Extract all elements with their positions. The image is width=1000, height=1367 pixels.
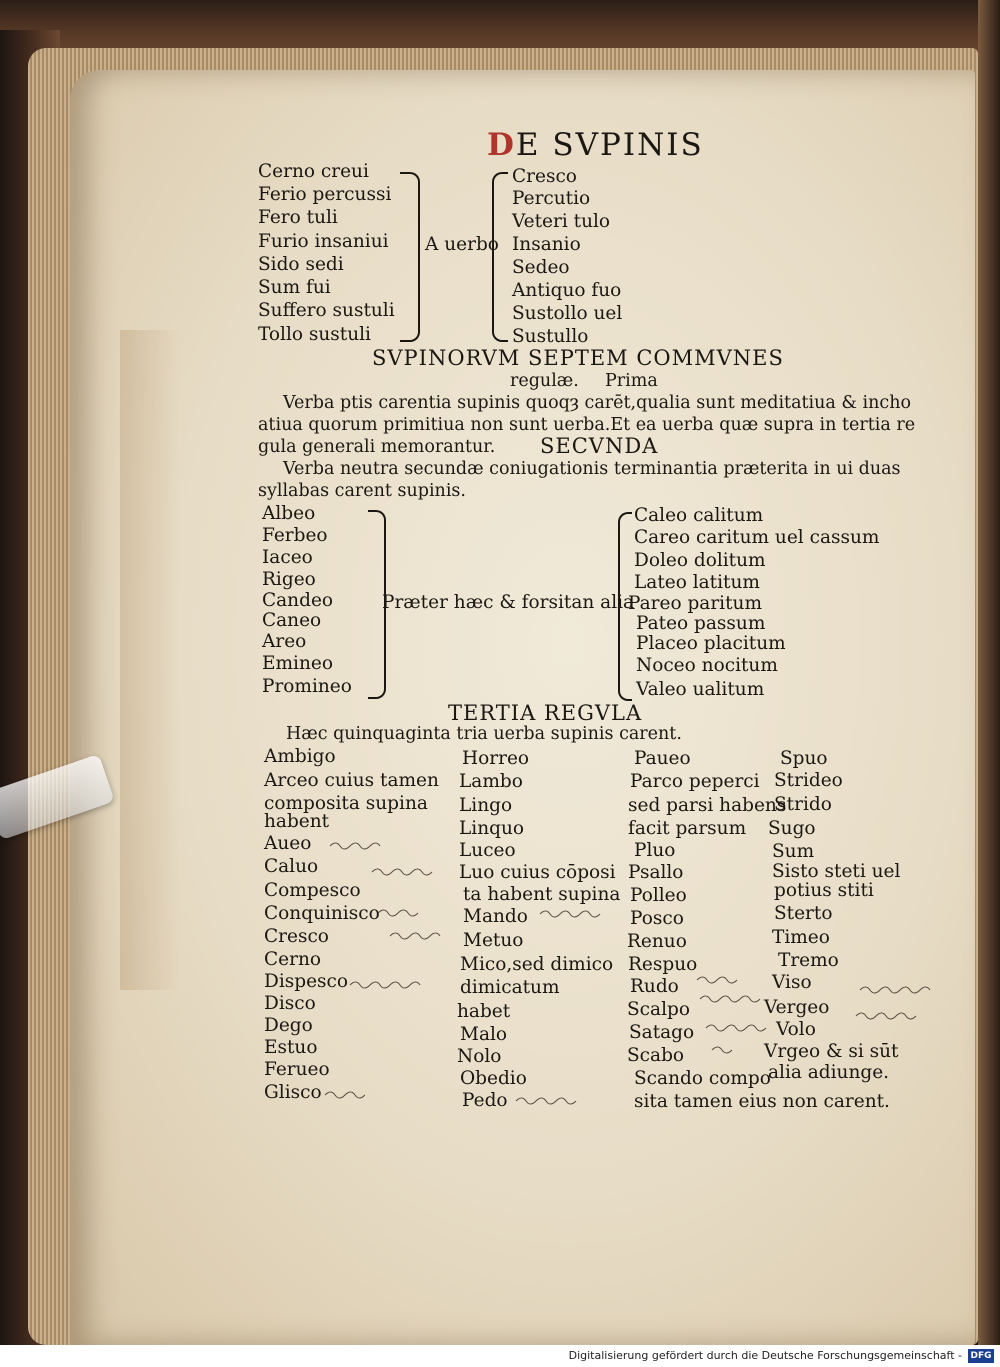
b2-left-0: Albeo: [262, 503, 316, 524]
b1-right-6: Sustollo uel: [512, 303, 623, 324]
b1-left-6: Suffero sustuli: [258, 300, 395, 321]
t2-3: Linquo: [459, 818, 525, 839]
t2-9: Mico,sed dimico: [460, 954, 614, 975]
t3-15: sita tamen eius non carent.: [634, 1091, 890, 1112]
t2-6: ta habent supina: [463, 884, 621, 905]
t1-6: Compesco: [264, 880, 361, 901]
dfg-logo-icon: DFG: [968, 1349, 994, 1363]
b1-right-5: Antiquo fuo: [512, 280, 622, 301]
t1-15: Glisco: [264, 1082, 322, 1103]
b1-right-7: Sustullo: [512, 326, 589, 347]
t1-0: Ambigo: [264, 746, 336, 767]
prima-line-2: gula generali memorantur.: [258, 437, 496, 457]
b2-right-6: Placeo placitum: [636, 633, 786, 654]
t4-11: Vergeo: [764, 997, 830, 1018]
t4-13: Vrgeo & si sūt: [764, 1041, 899, 1062]
t1-7: Conquinisco: [264, 903, 380, 924]
tertia-heading: TERTIA REGVLA: [448, 701, 643, 725]
t4-9: Tremo: [778, 950, 839, 971]
section-sub: regulæ.: [510, 371, 579, 391]
t3-0: Paueo: [634, 748, 691, 769]
prima-line-1: atiua quorum primitiua non sunt uerba.Et ea uerba quæ supra in tertia re: [258, 415, 916, 435]
b1-right-0: Cresco: [512, 166, 577, 187]
t3-8: Renuo: [627, 931, 687, 952]
t4-3: Sugo: [768, 818, 816, 839]
b1-right-1: Percutio: [512, 188, 591, 209]
t1-14: Ferueo: [264, 1059, 330, 1080]
t4-2: Strido: [774, 794, 832, 815]
b1-right-2: Veteri tulo: [512, 211, 611, 232]
t2-12: Malo: [460, 1024, 508, 1045]
t3-11: Scalpo: [627, 999, 690, 1020]
b2-left-5: Caneo: [262, 610, 322, 631]
b2-left-7: Emineo: [262, 653, 333, 674]
handwriting-mark: [856, 1013, 916, 1019]
section-heading: SVPINORVM SEPTEM COMMVNES: [372, 346, 784, 370]
t3-3: facit parsum: [628, 818, 747, 839]
b2-right-1: Careo caritum uel cassum: [634, 527, 880, 548]
handwriting-mark: [330, 843, 380, 849]
secunda-label: SECVNDA: [540, 434, 659, 458]
b1-left-4: Sido sedi: [258, 254, 344, 275]
b2-right-8: Valeo ualitum: [636, 679, 765, 700]
handwriting-mark: [378, 910, 418, 916]
b2-left-1: Ferbeo: [262, 525, 328, 546]
t3-6: Polleo: [630, 885, 687, 906]
b1-left-2: Fero tuli: [258, 207, 338, 228]
handwriting-mark: [712, 1047, 732, 1053]
handwriting-mark: [860, 987, 930, 993]
t1-2: composita supina: [264, 793, 428, 814]
handwriting-mark: [350, 982, 420, 988]
b1-left-5: Sum fui: [258, 277, 331, 298]
digitization-footer: [0, 1345, 1000, 1367]
t2-14: Obedio: [460, 1068, 527, 1089]
footer-credit: Digitalisierung gefördert durch die Deutsche Forschungsgemeinschaft -: [568, 1349, 962, 1362]
b2-left-8: Promineo: [262, 676, 352, 697]
t1-4: Aueo: [264, 833, 312, 854]
t4-1: Strideo: [774, 770, 843, 791]
handwriting-mark: [516, 1098, 576, 1104]
t4-7: Sterto: [774, 903, 833, 924]
t1-12: Dego: [264, 1015, 313, 1036]
b2-left-3: Rigeo: [262, 569, 316, 590]
title-rest: E SVPINIS: [515, 127, 704, 163]
t1-11: Disco: [264, 993, 316, 1014]
t1-10: Dispesco: [264, 971, 349, 992]
t1-8: Cresco: [264, 926, 329, 947]
t3-1: Parco peperci: [630, 771, 760, 792]
t1-5: Caluo: [264, 856, 319, 877]
prima-line-0: Verba ptis carentia supinis quoqȝ carēt,qualia sunt meditatiua & incho: [283, 393, 912, 413]
b1-left-0: Cerno creui: [258, 161, 369, 182]
handwriting-mark: [325, 1092, 365, 1098]
t3-5: Psallo: [628, 862, 684, 883]
t2-7: Mando: [463, 906, 528, 927]
handwriting-mark: [372, 869, 432, 875]
b2-left-4: Candeo: [262, 590, 334, 611]
t4-4: Sum: [772, 841, 815, 862]
t2-0: Horreo: [462, 748, 530, 769]
t3-10: Rudo: [630, 976, 679, 997]
t3-4: Pluo: [634, 840, 676, 861]
t4-8: Timeo: [772, 927, 830, 948]
t4-10: Viso: [772, 972, 812, 993]
t4-12: Volo: [776, 1019, 816, 1040]
b2-middle: Præter hæc & forsitan alia: [382, 592, 635, 613]
b2-right-2: Doleo dolitum: [634, 550, 766, 571]
t3-2: sed parsi habens: [628, 795, 787, 816]
b2-right-0: Caleo calitum: [634, 505, 764, 526]
t4-5: Sisto steti uel: [772, 861, 901, 882]
b1-left-3: Furio insaniui: [258, 231, 389, 252]
b1-right-4: Sedeo: [512, 257, 570, 278]
t2-8: Metuo: [463, 930, 524, 951]
tertia-intro: Hæc quinquaginta tria uerba supinis carent.: [286, 724, 682, 744]
t3-14: Scando compo: [634, 1068, 771, 1089]
b1-right-3: Insanio: [512, 234, 581, 255]
t2-11: habet: [457, 1001, 511, 1022]
t4-0: Spuo: [780, 748, 828, 769]
t1-13: Estuo: [264, 1037, 318, 1058]
b2-right-4: Pareo paritum: [628, 593, 762, 614]
t2-15: Pedo: [462, 1090, 508, 1111]
b1-left-7: Tollo sustuli: [258, 324, 371, 345]
handwriting-mark: [700, 996, 760, 1002]
b2-right-7: Noceo nocitum: [636, 655, 778, 676]
handwriting-mark: [697, 977, 737, 983]
b1-left-1: Ferio percussi: [258, 184, 392, 205]
t2-10: dimicatum: [460, 977, 560, 998]
t1-9: Cerno: [264, 949, 321, 970]
t3-13: Scabo: [627, 1045, 685, 1066]
b2-left-2: Iaceo: [262, 547, 313, 568]
secunda-line-0: Verba neutra secundæ coniugationis terminantia præterita in ui duas: [283, 459, 901, 479]
handwriting-mark: [390, 933, 440, 939]
t3-7: Posco: [630, 908, 684, 929]
handwriting-mark: [540, 911, 600, 917]
t3-9: Respuo: [628, 954, 698, 975]
t1-1: Arceo cuius tamen: [264, 770, 439, 791]
t2-4: Luceo: [459, 840, 516, 861]
b2-right-5: Pateo passum: [636, 613, 766, 634]
t2-13: Nolo: [457, 1046, 502, 1067]
b1-middle: A uerbo: [425, 234, 499, 255]
t4-6: potius stiti: [774, 880, 874, 901]
title-initial: D: [487, 127, 516, 163]
t2-5: Luo cuius cōposi: [459, 862, 616, 883]
handwriting-mark: [706, 1025, 766, 1031]
t3-12: Satago: [629, 1022, 695, 1043]
section-prima: Prima: [605, 371, 658, 391]
t2-2: Lingo: [459, 795, 513, 816]
t4-14: alia adiunge.: [768, 1062, 890, 1083]
t2-1: Lambo: [459, 771, 523, 792]
secunda-line-1: syllabas carent supinis.: [258, 481, 466, 501]
t1-3: habent: [264, 811, 330, 832]
b2-left-6: Areo: [262, 631, 307, 652]
b2-right-3: Lateo latitum: [634, 572, 760, 593]
